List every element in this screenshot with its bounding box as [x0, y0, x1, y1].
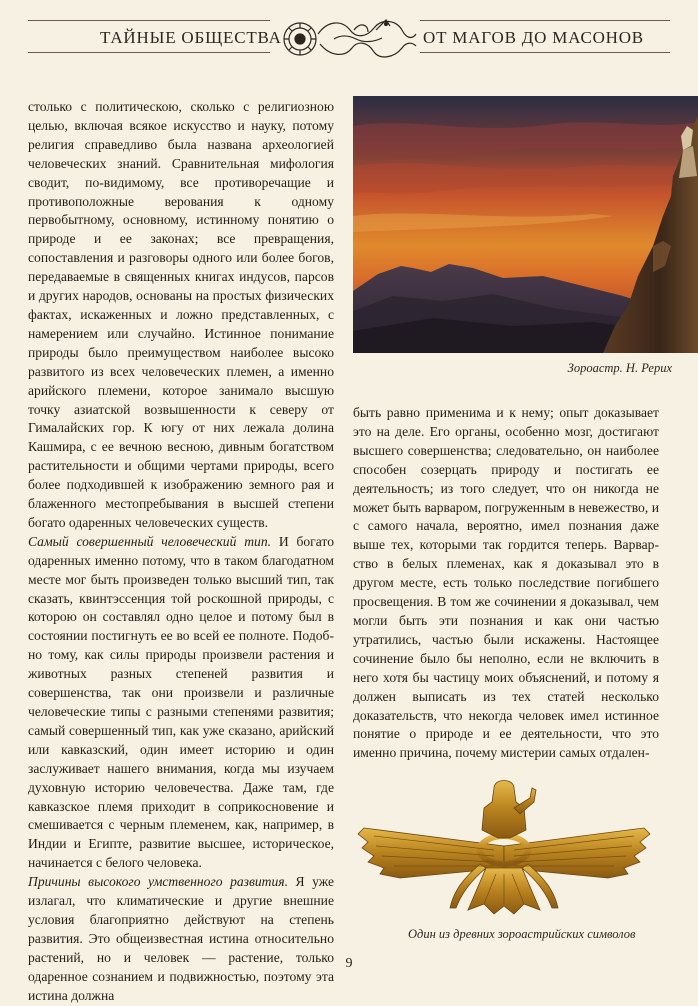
paragraph	[28, 873, 334, 1005]
paragraph-text: И богато одаренных именно потому, что в таком благодатном месте мог быть произведен только высший тип, так сказать, квинтэссенция той роскошной природы, с которою он составлял одно целое и потому был в состоянии постигнуть ее во всей ее полноте. Подобно тому, как силы природы произвели растения и животных разных степеней развития и совершенства, так они произвели и различные человеческие типы с разными степенями развития; самый совершенный тип, как уже сказано, арийский или кавказский, один имеет историю и один заслуживает нашего внимания, когда мы изучаем духовную историю человечества. Даже там, где кавказское племя приходит в соприкосновение и смешивается с черным племенем, как, например, в Индии и Египте, развитие высшее, историческое, начинается с белого человека.	[28, 533, 334, 871]
painting-caption: Зороастр. Н. Рерих	[567, 361, 672, 375]
section-heading: Причины высокого умственного развития.	[28, 874, 289, 890]
paragraph-text: быть равно применима и к нему; опыт доказывает это на деле. Его органы, особенно мозг, достигают высшего совершенства; следовательно, он наиболее способен созерцать природу и постигать ее деятельность; из того следует, что он никогда не может быть варваром, погруженным в невежество, и с самого начала, вероятно, имел познания даже выше тех, которыми так гордится теперь. Варварство в белых племенах, как я доказывал это в другом месте, есть только последствие погибшего просвещения. В том же сочинении я доказывал, чем могли быть эти познания и как они частью утратились, частью были искажены. Настоящее сочинение было бы неполно, если не включить в него хотя бы частицу моих объяснений, и потому я должен выписать из тех статей несколько доказательств, что некогда человек имел истинное понятие о природе и ее деятельности, что это именно причина, почему мистерии самых отдален-	[353, 405, 659, 761]
header-rule-bottom-right	[420, 52, 670, 53]
header-book-subtitle: ОТ МАГОВ ДО МАСОНОВ	[423, 28, 644, 47]
text-column-left	[28, 98, 334, 1006]
section-heading: Самый совершенный человеческий тип.	[28, 533, 272, 549]
page-number: 9	[345, 956, 353, 971]
paragraph	[28, 98, 334, 533]
faravahar-symbol	[354, 768, 654, 918]
header-rule-top-left	[28, 20, 270, 21]
text-column-right	[353, 404, 659, 763]
header-rule-top-right	[420, 20, 670, 21]
paragraph	[28, 533, 334, 873]
paragraph-text: столько с политическою, сколько с религиозною целью, включая всякое искусство и науку, потому религия справедливо была названа археологией человеческих знаний. Сравнительная мифология сводит, по-видимому, все противоречащие и противоположные верования к одному первобытному, основному, истинному понятию о природе и ее законах; все превращения, сопоставления и разговоры одного или более богов, передаваемые в священных книгах индусов, парсов и других народов, основаны на простых физических фактах, искаженных и ложно представленных, с намерением или случайно. Истинное понимание природы было преимуществом наиболее высоко развитого из всех человеческих племен, а именно арийского племени, которое занимало высшую точку азиатской возвышенности к северу от Гималайских гор. К югу от них лежала долина Кашмира, с ее вечною весною, дивным богатством растительности и общими чертами природы, всего более подходившей к изображению земного рая и блаженного местопребывания в высшей степени богато одаренных человеческих существ.	[28, 99, 334, 530]
paragraph	[353, 404, 659, 763]
paragraph-text: Я уже излагал, что климатические и другие внешние условия благоприятно действуют на степень развития. Это общеизвестная истина относительно растений, но и человек — растение, только одаренное сознанием и подвижностью, поэтому эта истина должна	[28, 874, 334, 1003]
zoroaster-painting	[353, 96, 698, 353]
header-rule-bottom-left	[28, 52, 270, 53]
header-book-title: ТАЙНЫЕ ОБЩЕСТВА	[100, 28, 282, 47]
header-emblem-icon	[270, 12, 420, 66]
symbol-caption: Один из древних зороастрийских символов	[408, 927, 636, 941]
